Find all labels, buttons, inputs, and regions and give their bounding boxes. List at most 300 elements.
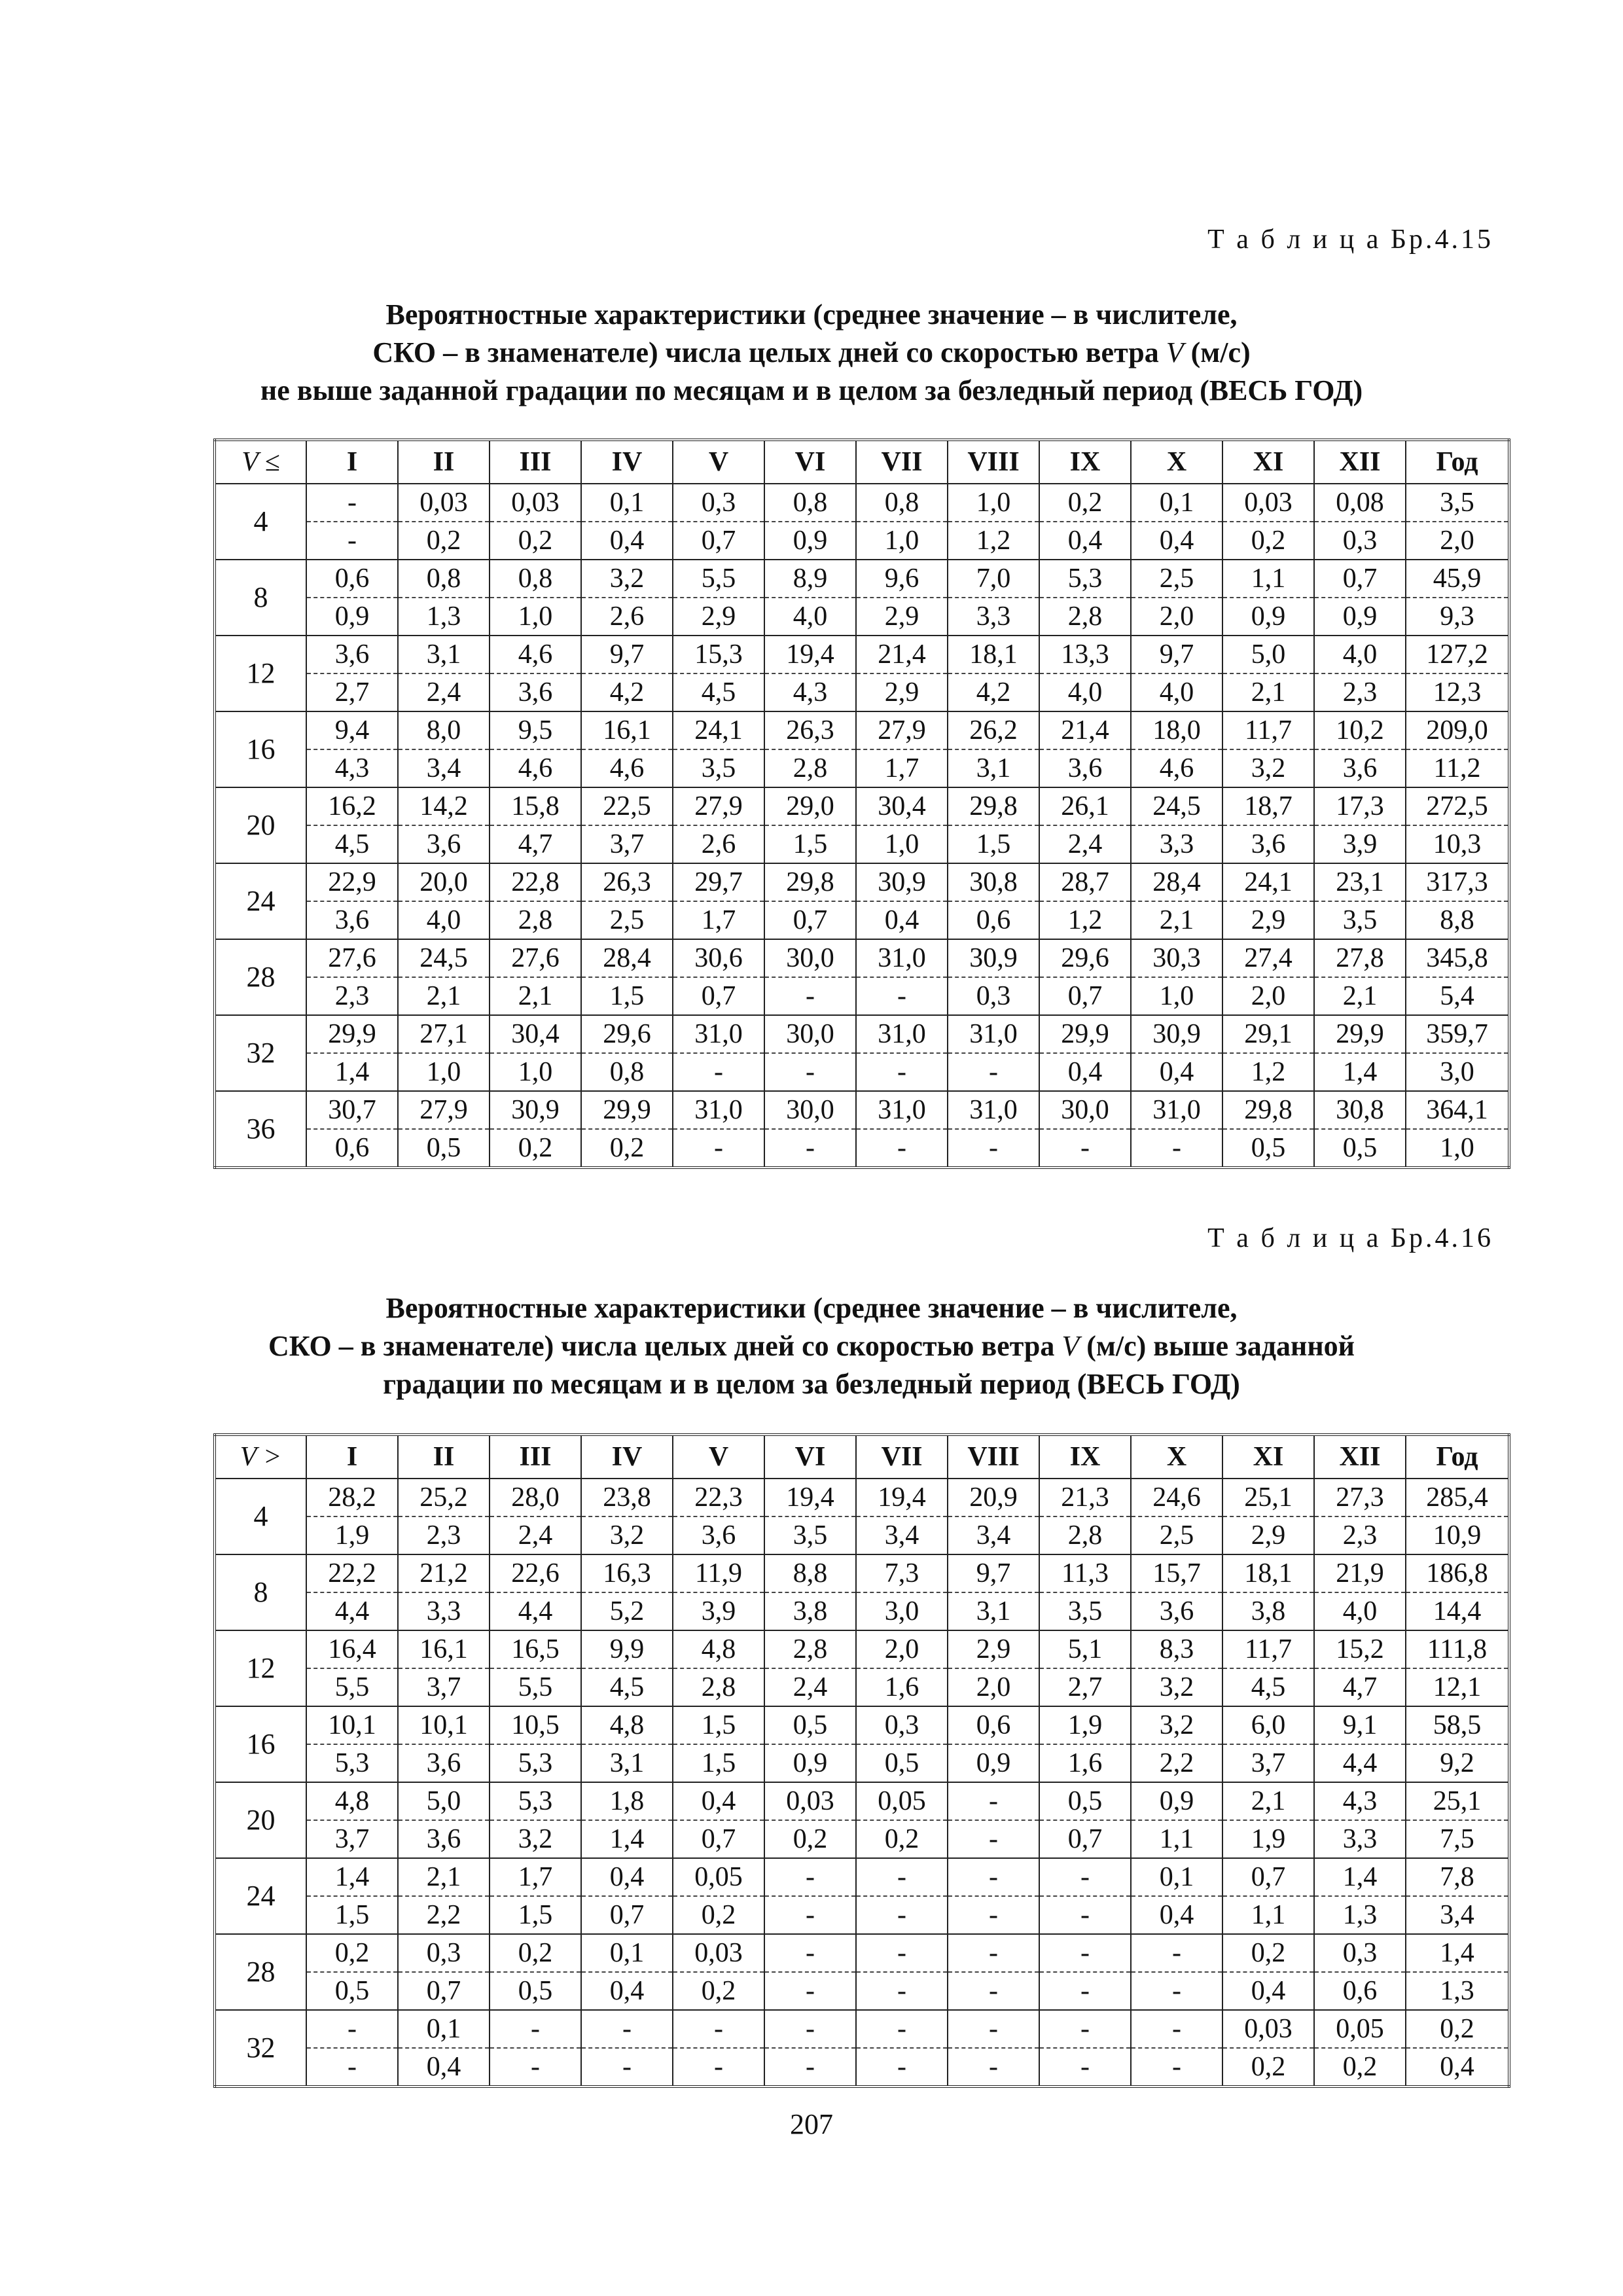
mean-value-cell: 4,0 bbox=[1314, 636, 1406, 673]
mean-value-cell: 25,1 bbox=[1406, 1782, 1509, 1820]
mean-value-cell: 0,8 bbox=[856, 484, 948, 522]
mean-value-cell: 0,2 bbox=[306, 1934, 398, 1972]
sko-value-cell: 3,4 bbox=[856, 1516, 948, 1554]
mean-value-cell: - bbox=[306, 2010, 398, 2048]
sko-value-cell: 1,3 bbox=[1314, 1896, 1406, 1934]
mean-value-cell: - bbox=[764, 1858, 856, 1896]
mean-value-cell: - bbox=[673, 2010, 764, 2048]
mean-value-cell: 4,8 bbox=[673, 1630, 764, 1668]
sko-value-cell: 1,5 bbox=[948, 825, 1039, 863]
sko-value-cell: 4,5 bbox=[1222, 1668, 1314, 1706]
sko-value-cell: 2,4 bbox=[490, 1516, 581, 1554]
mean-value-cell: 5,3 bbox=[1039, 560, 1131, 598]
mean-value-cell: - bbox=[948, 1782, 1039, 1820]
sko-value-cell: - bbox=[490, 2048, 581, 2087]
threshold-cell: 28 bbox=[215, 939, 306, 1015]
mean-value-cell: 30,4 bbox=[856, 787, 948, 825]
sko-value-cell: 1,0 bbox=[1131, 977, 1222, 1015]
mean-value-cell: 27,1 bbox=[398, 1015, 490, 1053]
table1-header-cell: V bbox=[673, 440, 764, 484]
sko-value-cell: 4,6 bbox=[1131, 749, 1222, 787]
sko-value-cell: 1,5 bbox=[490, 1896, 581, 1934]
table1-header-cell: IX bbox=[1039, 440, 1131, 484]
sko-value-cell: - bbox=[1039, 1129, 1131, 1168]
sko-value-cell: 10,9 bbox=[1406, 1516, 1509, 1554]
table1-caption: Т а б л и ц а Бр.4.15 bbox=[1207, 224, 1493, 255]
sko-value-cell: 0,6 bbox=[948, 901, 1039, 939]
mean-value-cell: 5,0 bbox=[1222, 636, 1314, 673]
sko-value-cell: 3,6 bbox=[490, 673, 581, 711]
sko-value-cell: 0,9 bbox=[764, 522, 856, 560]
table2-header-cell: III bbox=[490, 1435, 581, 1479]
mean-value-cell: 18,1 bbox=[948, 636, 1039, 673]
mean-value-cell: 26,2 bbox=[948, 711, 1039, 749]
mean-value-cell: 5,3 bbox=[490, 1782, 581, 1820]
sko-value-cell: 0,5 bbox=[490, 1972, 581, 2010]
sko-value-cell: 3,6 bbox=[398, 825, 490, 863]
sko-value-cell: 1,7 bbox=[673, 901, 764, 939]
mean-value-cell: 0,8 bbox=[398, 560, 490, 598]
table1-title-line3: не выше заданной градации по месяцам и в целом за безледный период (ВЕСЬ ГОД) bbox=[260, 374, 1363, 406]
table2-header-cell: XII bbox=[1314, 1435, 1406, 1479]
table-row bbox=[215, 560, 1509, 598]
mean-value-cell: 111,8 bbox=[1406, 1630, 1509, 1668]
mean-value-cell: 31,0 bbox=[1131, 1091, 1222, 1129]
sko-value-cell: 4,3 bbox=[306, 749, 398, 787]
sko-value-cell: 4,0 bbox=[1314, 1592, 1406, 1630]
sko-value-cell: 3,9 bbox=[1314, 825, 1406, 863]
mean-value-cell: 3,6 bbox=[306, 636, 398, 673]
sko-value-cell: 0,4 bbox=[1039, 1053, 1131, 1091]
sko-value-cell: 4,7 bbox=[1314, 1668, 1406, 1706]
table1-header-cell: VIII bbox=[948, 440, 1039, 484]
mean-value-cell: 4,3 bbox=[1314, 1782, 1406, 1820]
mean-value-cell: 22,9 bbox=[306, 863, 398, 901]
sko-value-cell: 5,3 bbox=[490, 1744, 581, 1782]
table1-header-cell: XII bbox=[1314, 440, 1406, 484]
mean-value-cell: 27,9 bbox=[398, 1091, 490, 1129]
sko-value-cell: 1,2 bbox=[948, 522, 1039, 560]
table-row bbox=[215, 1668, 1509, 1706]
mean-value-cell: 19,4 bbox=[764, 1479, 856, 1516]
table-row bbox=[215, 484, 1509, 522]
sko-value-cell: 2,9 bbox=[856, 598, 948, 636]
mean-value-cell: 11,3 bbox=[1039, 1554, 1131, 1592]
sko-value-cell: 2,0 bbox=[1406, 522, 1509, 560]
mean-value-cell: - bbox=[856, 1934, 948, 1972]
sko-value-cell: 0,4 bbox=[581, 1972, 673, 2010]
mean-value-cell: 16,1 bbox=[581, 711, 673, 749]
mean-value-cell: - bbox=[490, 2010, 581, 2048]
sko-value-cell: 9,3 bbox=[1406, 598, 1509, 636]
sko-value-cell: 12,1 bbox=[1406, 1668, 1509, 1706]
sko-value-cell: 0,7 bbox=[581, 1896, 673, 1934]
sko-value-cell: 3,3 bbox=[1314, 1820, 1406, 1858]
table2-header-cell: IV bbox=[581, 1435, 673, 1479]
sko-value-cell: 0,4 bbox=[1039, 522, 1131, 560]
threshold-cell: 24 bbox=[215, 1858, 306, 1934]
sko-value-cell: 2,8 bbox=[1039, 598, 1131, 636]
mean-value-cell: 29,1 bbox=[1222, 1015, 1314, 1053]
sko-value-cell: 3,6 bbox=[1039, 749, 1131, 787]
sko-value-cell: 3,5 bbox=[1039, 1592, 1131, 1630]
table2-header-cell: X bbox=[1131, 1435, 1222, 1479]
sko-value-cell: 0,4 bbox=[1131, 1896, 1222, 1934]
sko-value-cell: 2,2 bbox=[398, 1896, 490, 1934]
sko-value-cell: 1,5 bbox=[306, 1896, 398, 1934]
sko-value-cell: 1,0 bbox=[398, 1053, 490, 1091]
table1-header-cell: I bbox=[306, 440, 398, 484]
mean-value-cell: 30,9 bbox=[1131, 1015, 1222, 1053]
mean-value-cell: 21,9 bbox=[1314, 1554, 1406, 1592]
mean-value-cell: 13,3 bbox=[1039, 636, 1131, 673]
mean-value-cell: 11,7 bbox=[1222, 711, 1314, 749]
sko-value-cell: - bbox=[306, 522, 398, 560]
sko-value-cell: 3,5 bbox=[673, 749, 764, 787]
sko-value-cell: 2,7 bbox=[306, 673, 398, 711]
sko-value-cell: 1,0 bbox=[856, 522, 948, 560]
sko-value-cell: 5,5 bbox=[306, 1668, 398, 1706]
sko-value-cell: 2,7 bbox=[1039, 1668, 1131, 1706]
mean-value-cell: 27,8 bbox=[1314, 939, 1406, 977]
mean-value-cell: 22,8 bbox=[490, 863, 581, 901]
mean-value-cell: 23,1 bbox=[1314, 863, 1406, 901]
sko-value-cell: 1,6 bbox=[856, 1668, 948, 1706]
mean-value-cell: 0,9 bbox=[1131, 1782, 1222, 1820]
mean-value-cell: 285,4 bbox=[1406, 1479, 1509, 1516]
mean-value-cell: 10,1 bbox=[398, 1706, 490, 1744]
mean-value-cell: 31,0 bbox=[948, 1091, 1039, 1129]
mean-value-cell: 1,9 bbox=[1039, 1706, 1131, 1744]
sko-value-cell: - bbox=[764, 977, 856, 1015]
mean-value-cell: - bbox=[1039, 2010, 1131, 2048]
mean-value-cell: 16,4 bbox=[306, 1630, 398, 1668]
mean-value-cell: 2,9 bbox=[948, 1630, 1039, 1668]
mean-value-cell: 29,9 bbox=[306, 1015, 398, 1053]
sko-value-cell: 3,6 bbox=[306, 901, 398, 939]
mean-value-cell: 28,0 bbox=[490, 1479, 581, 1516]
sko-value-cell: 0,2 bbox=[581, 1129, 673, 1168]
mean-value-cell: 28,7 bbox=[1039, 863, 1131, 901]
sko-value-cell: 3,1 bbox=[948, 749, 1039, 787]
mean-value-cell: 29,7 bbox=[673, 863, 764, 901]
sko-value-cell: 4,6 bbox=[490, 749, 581, 787]
sko-value-cell: - bbox=[1131, 2048, 1222, 2087]
sko-value-cell: 3,0 bbox=[856, 1592, 948, 1630]
mean-value-cell: 0,1 bbox=[1131, 484, 1222, 522]
sko-value-cell: - bbox=[673, 2048, 764, 2087]
sko-value-cell: 3,5 bbox=[764, 1516, 856, 1554]
table-row bbox=[215, 2010, 1509, 2048]
mean-value-cell: 31,0 bbox=[856, 1015, 948, 1053]
mean-value-cell: - bbox=[764, 1934, 856, 1972]
table-row bbox=[215, 1706, 1509, 1744]
mean-value-cell: 0,08 bbox=[1314, 484, 1406, 522]
mean-value-cell: 9,7 bbox=[1131, 636, 1222, 673]
mean-value-cell: 0,7 bbox=[1314, 560, 1406, 598]
sko-value-cell: 4,0 bbox=[764, 598, 856, 636]
mean-value-cell: 272,5 bbox=[1406, 787, 1509, 825]
sko-value-cell: 3,6 bbox=[398, 1820, 490, 1858]
sko-value-cell: 2,8 bbox=[490, 901, 581, 939]
mean-value-cell: 11,9 bbox=[673, 1554, 764, 1592]
sko-value-cell: 1,7 bbox=[856, 749, 948, 787]
table-row bbox=[215, 1630, 1509, 1668]
mean-value-cell: 0,1 bbox=[581, 484, 673, 522]
sko-value-cell: 2,9 bbox=[1222, 901, 1314, 939]
table1-header-cell: XI bbox=[1222, 440, 1314, 484]
table1-title-line2 bbox=[0, 334, 1623, 372]
mean-value-cell: 30,8 bbox=[948, 863, 1039, 901]
table-row bbox=[215, 1896, 1509, 1934]
sko-value-cell: 3,6 bbox=[673, 1516, 764, 1554]
mean-value-cell: 0,05 bbox=[1314, 2010, 1406, 2048]
sko-value-cell: 0,5 bbox=[398, 1129, 490, 1168]
mean-value-cell: 30,9 bbox=[948, 939, 1039, 977]
mean-value-cell: 31,0 bbox=[673, 1015, 764, 1053]
sko-value-cell: 0,9 bbox=[948, 1744, 1039, 1782]
mean-value-cell: - bbox=[1131, 2010, 1222, 2048]
sko-value-cell: 0,2 bbox=[764, 1820, 856, 1858]
mean-value-cell: 2,1 bbox=[1222, 1782, 1314, 1820]
mean-value-cell: 21,4 bbox=[1039, 711, 1131, 749]
sko-value-cell: - bbox=[948, 2048, 1039, 2087]
mean-value-cell: 15,2 bbox=[1314, 1630, 1406, 1668]
sko-value-cell: - bbox=[581, 2048, 673, 2087]
sko-value-cell: 0,2 bbox=[490, 1129, 581, 1168]
sko-value-cell: 3,8 bbox=[764, 1592, 856, 1630]
table2-title-line1: Вероятностные характеристики (среднее значение – в числителе, bbox=[385, 1292, 1238, 1324]
sko-value-cell: - bbox=[764, 1053, 856, 1091]
mean-value-cell: 24,1 bbox=[673, 711, 764, 749]
sko-value-cell: 0,5 bbox=[856, 1744, 948, 1782]
table-row bbox=[215, 1129, 1509, 1168]
mean-value-cell: 0,03 bbox=[673, 1934, 764, 1972]
mean-value-cell: 1,0 bbox=[948, 484, 1039, 522]
mean-value-cell: 2,5 bbox=[1131, 560, 1222, 598]
mean-value-cell: 29,6 bbox=[581, 1015, 673, 1053]
sko-value-cell: 0,2 bbox=[490, 522, 581, 560]
table-row bbox=[215, 901, 1509, 939]
mean-value-cell: 25,1 bbox=[1222, 1479, 1314, 1516]
mean-value-cell: - bbox=[764, 2010, 856, 2048]
mean-value-cell: 24,6 bbox=[1131, 1479, 1222, 1516]
sko-value-cell: 5,5 bbox=[490, 1668, 581, 1706]
threshold-cell: 4 bbox=[215, 484, 306, 560]
sko-value-cell: 1,3 bbox=[1406, 1972, 1509, 2010]
table1-header-cell: VI bbox=[764, 440, 856, 484]
mean-value-cell: 15,7 bbox=[1131, 1554, 1222, 1592]
mean-value-cell: 0,1 bbox=[398, 2010, 490, 2048]
table-row bbox=[215, 749, 1509, 787]
mean-value-cell: 10,1 bbox=[306, 1706, 398, 1744]
sko-value-cell: 3,1 bbox=[948, 1592, 1039, 1630]
table2-title-unit: (м/с) выше заданной bbox=[1079, 1330, 1355, 1362]
mean-value-cell: 22,3 bbox=[673, 1479, 764, 1516]
mean-value-cell: 29,8 bbox=[948, 787, 1039, 825]
mean-value-cell: 3,2 bbox=[1131, 1706, 1222, 1744]
sko-value-cell: 3,3 bbox=[398, 1592, 490, 1630]
mean-value-cell: 15,3 bbox=[673, 636, 764, 673]
threshold-cell: 12 bbox=[215, 636, 306, 711]
mean-value-cell: 31,0 bbox=[856, 1091, 948, 1129]
mean-value-cell: 27,4 bbox=[1222, 939, 1314, 977]
table-row bbox=[215, 825, 1509, 863]
sko-value-cell: 1,9 bbox=[1222, 1820, 1314, 1858]
mean-value-cell: 29,9 bbox=[1314, 1015, 1406, 1053]
mean-value-cell: 1,4 bbox=[306, 1858, 398, 1896]
mean-value-cell: 30,4 bbox=[490, 1015, 581, 1053]
mean-value-cell: 0,03 bbox=[398, 484, 490, 522]
mean-value-cell: 9,7 bbox=[581, 636, 673, 673]
sko-value-cell: 0,4 bbox=[398, 2048, 490, 2087]
mean-value-cell: 18,7 bbox=[1222, 787, 1314, 825]
mean-value-cell: 27,9 bbox=[856, 711, 948, 749]
mean-value-cell: 29,0 bbox=[764, 787, 856, 825]
sko-value-cell: - bbox=[856, 2048, 948, 2087]
sko-value-cell: 9,2 bbox=[1406, 1744, 1509, 1782]
table2-caption: Т а б л и ц а Бр.4.16 bbox=[1207, 1223, 1493, 1253]
sko-value-cell: 2,4 bbox=[1039, 825, 1131, 863]
sko-value-cell: 1,0 bbox=[856, 825, 948, 863]
mean-value-cell: 209,0 bbox=[1406, 711, 1509, 749]
table2-header-cell: V bbox=[673, 1435, 764, 1479]
sko-value-cell: 2,8 bbox=[673, 1668, 764, 1706]
sko-value-cell: - bbox=[306, 2048, 398, 2087]
mean-value-cell: 0,3 bbox=[398, 1934, 490, 1972]
sko-value-cell: 0,9 bbox=[1314, 598, 1406, 636]
table1-title-unit: (м/с) bbox=[1183, 336, 1251, 368]
mean-value-cell: 18,1 bbox=[1222, 1554, 1314, 1592]
mean-value-cell: 29,9 bbox=[581, 1091, 673, 1129]
mean-value-cell: 186,8 bbox=[1406, 1554, 1509, 1592]
sko-value-cell: 4,5 bbox=[581, 1668, 673, 1706]
mean-value-cell: 2,8 bbox=[764, 1630, 856, 1668]
mean-value-cell: 27,6 bbox=[490, 939, 581, 977]
table-row bbox=[215, 977, 1509, 1015]
mean-value-cell: 28,2 bbox=[306, 1479, 398, 1516]
sko-value-cell: 11,2 bbox=[1406, 749, 1509, 787]
mean-value-cell: 6,0 bbox=[1222, 1706, 1314, 1744]
sko-value-cell: 2,0 bbox=[948, 1668, 1039, 1706]
mean-value-cell: 9,9 bbox=[581, 1630, 673, 1668]
mean-value-cell: 0,3 bbox=[856, 1706, 948, 1744]
mean-value-cell: 11,7 bbox=[1222, 1630, 1314, 1668]
sko-value-cell: 4,0 bbox=[398, 901, 490, 939]
sko-value-cell: 3,1 bbox=[581, 1744, 673, 1782]
sko-value-cell: 3,7 bbox=[1222, 1744, 1314, 1782]
sko-value-cell: 0,2 bbox=[1222, 2048, 1314, 2087]
sko-value-cell: 0,7 bbox=[673, 1820, 764, 1858]
threshold-cell: 16 bbox=[215, 711, 306, 787]
sko-value-cell: 2,4 bbox=[398, 673, 490, 711]
mean-value-cell: 25,2 bbox=[398, 1479, 490, 1516]
mean-value-cell: 9,5 bbox=[490, 711, 581, 749]
table1 bbox=[213, 439, 1510, 1169]
mean-value-cell: 0,03 bbox=[490, 484, 581, 522]
table2-title-var: V bbox=[1061, 1330, 1080, 1362]
threshold-cell: 24 bbox=[215, 863, 306, 939]
mean-value-cell: 1,1 bbox=[1222, 560, 1314, 598]
sko-value-cell: 5,4 bbox=[1406, 977, 1509, 1015]
sko-value-cell: 4,5 bbox=[306, 825, 398, 863]
table2-header-cell: VI bbox=[764, 1435, 856, 1479]
sko-value-cell: 0,8 bbox=[581, 1053, 673, 1091]
sko-value-cell: 3,5 bbox=[1314, 901, 1406, 939]
table2-header-cell: I bbox=[306, 1435, 398, 1479]
table-row bbox=[215, 1820, 1509, 1858]
sko-value-cell: 0,9 bbox=[306, 598, 398, 636]
mean-value-cell: 0,1 bbox=[581, 1934, 673, 1972]
sko-value-cell: 3,2 bbox=[490, 1820, 581, 1858]
sko-value-cell: - bbox=[856, 1972, 948, 2010]
mean-value-cell: 0,1 bbox=[1131, 1858, 1222, 1896]
sko-value-cell: 1,4 bbox=[581, 1820, 673, 1858]
sko-value-cell: 2,8 bbox=[764, 749, 856, 787]
sko-value-cell: 0,5 bbox=[1314, 1129, 1406, 1168]
table2-header-cell: VIII bbox=[948, 1435, 1039, 1479]
sko-value-cell: 2,6 bbox=[581, 598, 673, 636]
sko-value-cell: 3,7 bbox=[306, 1820, 398, 1858]
sko-value-cell: 0,3 bbox=[948, 977, 1039, 1015]
sko-value-cell: - bbox=[856, 1129, 948, 1168]
mean-value-cell: 0,6 bbox=[948, 1706, 1039, 1744]
sko-value-cell: 0,7 bbox=[1039, 1820, 1131, 1858]
sko-value-cell: - bbox=[1039, 1972, 1131, 2010]
mean-value-cell: 9,6 bbox=[856, 560, 948, 598]
sko-value-cell: 2,2 bbox=[1131, 1744, 1222, 1782]
sko-value-cell: 2,1 bbox=[490, 977, 581, 1015]
mean-value-cell: 0,4 bbox=[581, 1858, 673, 1896]
sko-value-cell: 3,6 bbox=[1314, 749, 1406, 787]
mean-value-cell: 27,6 bbox=[306, 939, 398, 977]
sko-value-cell: 0,2 bbox=[1222, 522, 1314, 560]
sko-value-cell: 2,1 bbox=[398, 977, 490, 1015]
sko-value-cell: 1,5 bbox=[673, 1744, 764, 1782]
mean-value-cell: 0,2 bbox=[490, 1934, 581, 1972]
mean-value-cell: - bbox=[1039, 1934, 1131, 1972]
mean-value-cell: 16,5 bbox=[490, 1630, 581, 1668]
sko-value-cell: - bbox=[948, 1820, 1039, 1858]
sko-value-cell: 0,6 bbox=[306, 1129, 398, 1168]
sko-value-cell: - bbox=[673, 1129, 764, 1168]
sko-value-cell: - bbox=[1039, 1896, 1131, 1934]
mean-value-cell: 9,1 bbox=[1314, 1706, 1406, 1744]
mean-value-cell: 30,0 bbox=[764, 939, 856, 977]
mean-value-cell: 0,5 bbox=[764, 1706, 856, 1744]
table1-title-var: V bbox=[1166, 336, 1184, 368]
threshold-cell: 12 bbox=[215, 1630, 306, 1706]
mean-value-cell: 1,5 bbox=[673, 1706, 764, 1744]
mean-value-cell: 0,7 bbox=[1222, 1858, 1314, 1896]
table-row bbox=[215, 939, 1509, 977]
mean-value-cell: 10,2 bbox=[1314, 711, 1406, 749]
sko-value-cell: 1,5 bbox=[764, 825, 856, 863]
mean-value-cell: 24,1 bbox=[1222, 863, 1314, 901]
mean-value-cell: 0,03 bbox=[764, 1782, 856, 1820]
mean-value-cell: 364,1 bbox=[1406, 1091, 1509, 1129]
mean-value-cell: 0,03 bbox=[1222, 484, 1314, 522]
mean-value-cell: 18,0 bbox=[1131, 711, 1222, 749]
table1-header-cell: II bbox=[398, 440, 490, 484]
mean-value-cell: 8,8 bbox=[764, 1554, 856, 1592]
sko-value-cell: 4,0 bbox=[1039, 673, 1131, 711]
sko-value-cell: 0,7 bbox=[673, 522, 764, 560]
mean-value-cell: 27,9 bbox=[673, 787, 764, 825]
sko-value-cell: - bbox=[948, 1896, 1039, 1934]
mean-value-cell: 8,0 bbox=[398, 711, 490, 749]
table1-header-cell: IV bbox=[581, 440, 673, 484]
